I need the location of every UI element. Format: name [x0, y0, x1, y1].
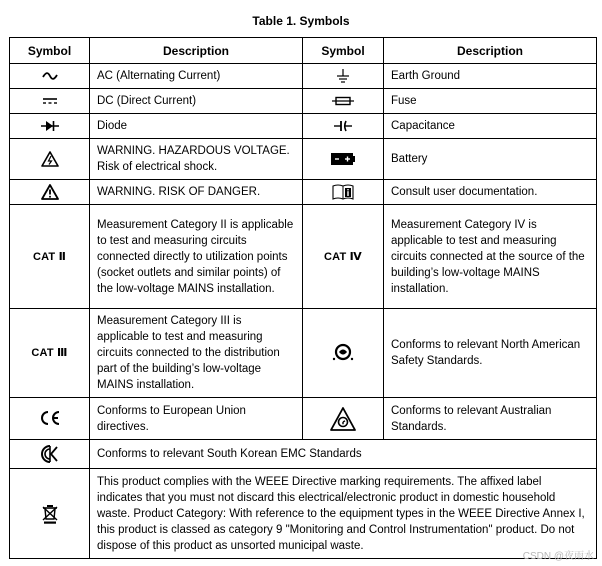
header-symbol: Symbol — [303, 38, 384, 64]
dc-icon — [42, 97, 58, 105]
fuse-icon — [332, 96, 354, 106]
table-row — [10, 309, 597, 398]
symbol-cell — [10, 440, 90, 469]
battery-icon — [331, 152, 355, 166]
ce-mark-icon — [38, 410, 62, 426]
description-cell: Consult user documentation. — [384, 180, 597, 205]
kc-mark-icon — [41, 443, 59, 465]
description-cell: Capacitance — [384, 114, 597, 139]
description-cell: Conforms to European Union directives. — [90, 398, 303, 440]
symbols-table — [9, 37, 597, 559]
cat-iv-symbol: CAT Ⅳ — [303, 205, 384, 309]
table-row — [10, 398, 597, 440]
rcm-mark-icon — [330, 407, 356, 431]
table-header-row — [10, 38, 597, 64]
table-row — [10, 114, 597, 139]
table-row — [10, 89, 597, 114]
description-cell: Measurement Category II is applicable to test and measuring circuits connected directly to utilization points (socket outlets and similar points) of the low-voltage MAINS installation. — [90, 205, 303, 309]
watermark: CSDN @夜雨水 — [522, 551, 594, 562]
description-cell: Earth Ground — [384, 64, 597, 89]
table-row — [10, 64, 597, 89]
description-cell: Conforms to relevant Australian Standards. — [384, 398, 597, 440]
description-cell: Battery — [384, 139, 597, 180]
symbol-cell — [10, 469, 90, 559]
symbol-cell — [10, 398, 90, 440]
description-cell: DC (Direct Current) — [90, 89, 303, 114]
warning-hazardous-voltage-icon — [41, 151, 59, 167]
symbol-cell — [303, 64, 384, 89]
weee-bin-icon — [42, 504, 58, 524]
description-cell: Diode — [90, 114, 303, 139]
description-cell: WARNING. RISK OF DANGER. — [90, 180, 303, 205]
csa-mark-icon — [331, 343, 355, 363]
symbol-cell — [10, 89, 90, 114]
symbol-cell — [303, 139, 384, 180]
description-cell: Fuse — [384, 89, 597, 114]
cat-iii-symbol: CAT Ⅲ — [10, 309, 90, 398]
symbol-cell — [303, 398, 384, 440]
header-symbol: Symbol — [10, 38, 90, 64]
symbol-cell — [303, 114, 384, 139]
table-row — [10, 205, 597, 309]
description-cell: Measurement Category IV is applicable to test and measuring circuits connected at the source of the building’s low-voltage MAINS installation. — [384, 205, 597, 309]
description-cell: AC (Alternating Current) — [90, 64, 303, 89]
table-row — [10, 440, 597, 469]
description-cell: This product complies with the WEEE Directive marking requirements. The affixed label indicates that you must not discard this electrical/electronic product in domestic household waste. Product Category: With reference to the equipment types in the WEEE Directive Annex I, this product is classed as category 9 "Monitoring and Control Instrumentation" product. Do not dispose of this product as unsorted municipal waste. — [90, 469, 597, 559]
warning-danger-icon — [41, 184, 59, 200]
ac-wave-icon — [42, 71, 58, 81]
symbol-cell — [303, 89, 384, 114]
header-description: Description — [90, 38, 303, 64]
symbol-cell — [10, 139, 90, 180]
consult-documentation-icon — [332, 184, 354, 200]
earth-ground-icon — [337, 69, 349, 83]
symbol-cell — [10, 180, 90, 205]
header-description: Description — [384, 38, 597, 64]
symbol-cell — [303, 180, 384, 205]
symbol-cell — [10, 64, 90, 89]
table-row — [10, 469, 597, 559]
symbol-cell — [10, 114, 90, 139]
symbol-cell — [303, 309, 384, 398]
description-cell: Conforms to relevant North American Safety Standards. — [384, 309, 597, 398]
table-row — [10, 180, 597, 205]
description-cell: Measurement Category III is applicable to test and measuring circuits connected to the distribution part of the building’s low-voltage MAINS installation. — [90, 309, 303, 398]
description-cell: Conforms to relevant South Korean EMC Standards — [90, 440, 597, 469]
table-title: Table 1. Symbols — [252, 14, 350, 28]
diode-icon — [41, 120, 59, 132]
cat-ii-symbol: CAT Ⅱ — [10, 205, 90, 309]
table-row — [10, 139, 597, 180]
capacitance-icon — [334, 120, 352, 132]
description-cell: WARNING. HAZARDOUS VOLTAGE. Risk of electrical shock. — [90, 139, 303, 180]
